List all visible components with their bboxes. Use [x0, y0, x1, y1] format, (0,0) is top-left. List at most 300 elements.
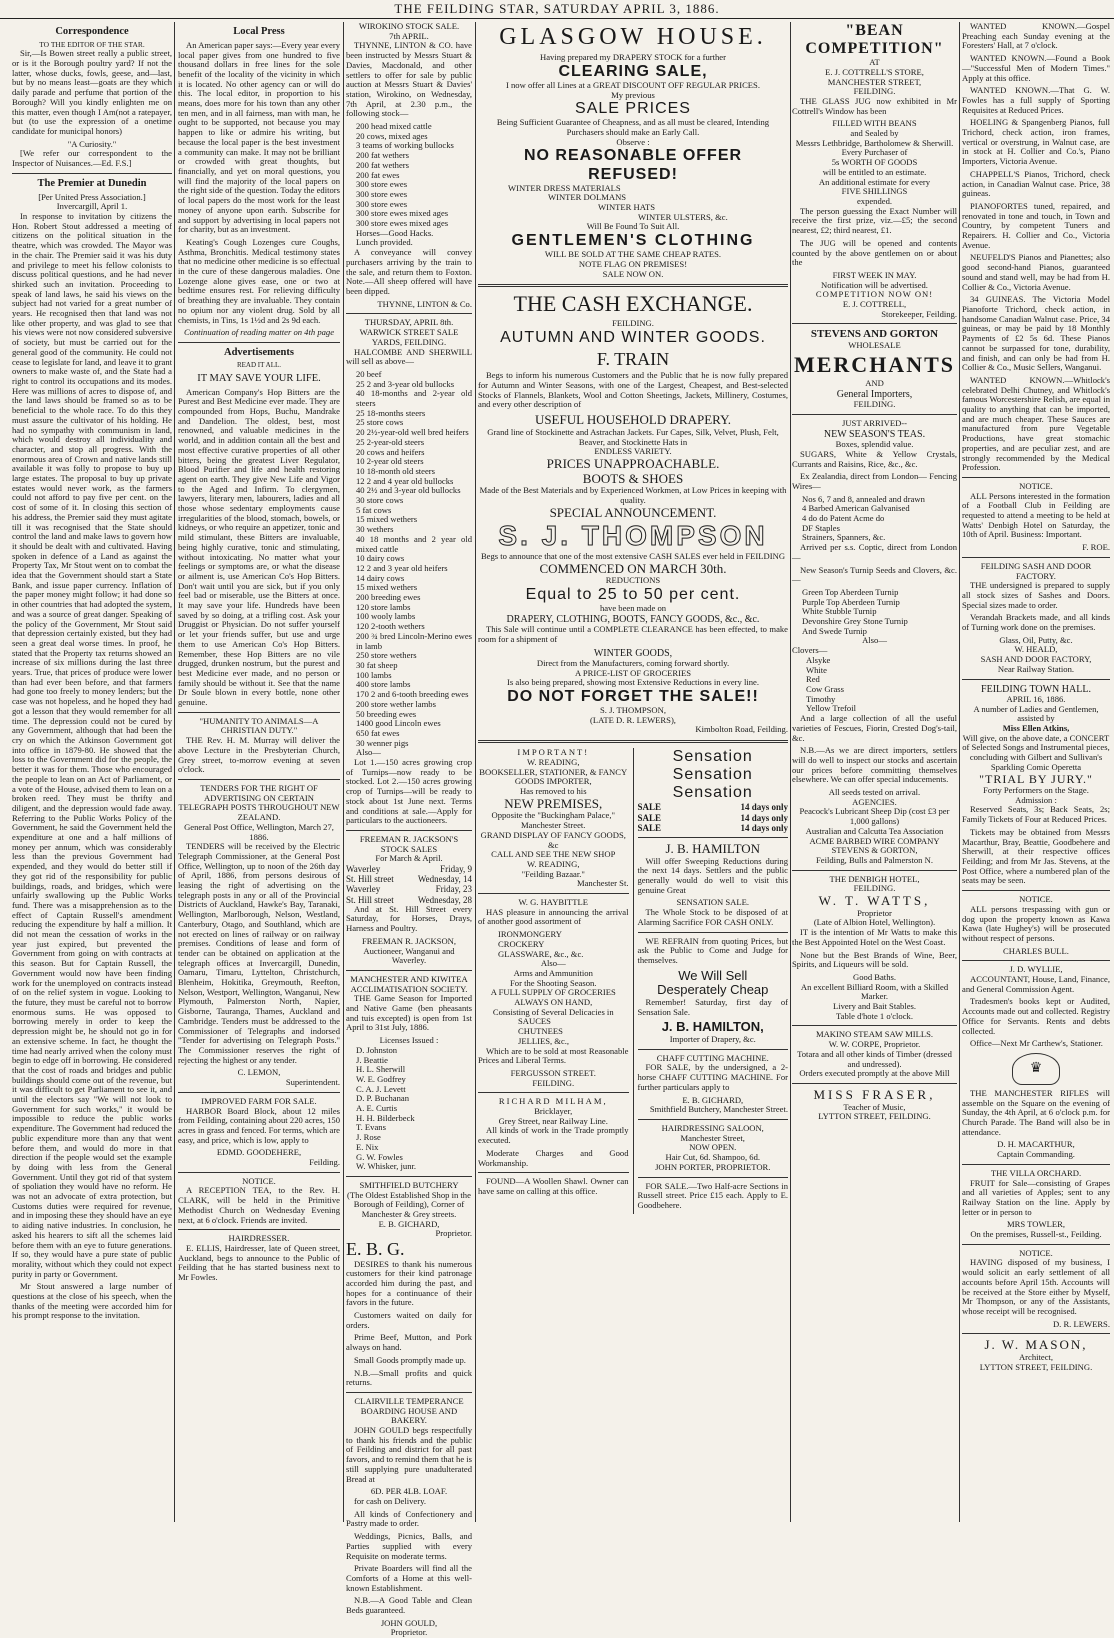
entitled: will be entitled to an estimate. [822, 166, 927, 177]
list-item: 200 head mixed cattle [356, 121, 432, 132]
clearing-sale: CLEARING SALE, [558, 62, 708, 80]
towler-address: On the premises, Russell-st., Feilding. [970, 1229, 1102, 1240]
notification: Notification will be advertised. [821, 279, 928, 290]
boots-shoes: BOOTS & SHOES [582, 470, 684, 486]
boarders-line: Private Boarders will find all the Comforts of a Home at this well-known Establishment. [346, 1563, 472, 1593]
list-item: 12 2 and 3 year old heifers [356, 562, 448, 573]
wirokino-close: A conveyance will convey purchasers arriving by the train to the sale, and return them to Foxton. Note.—All sheep offered will have been dipped. [346, 247, 472, 296]
fergusson-street: FERGUSSON STREET. [510, 1067, 596, 1078]
brands: None but the Best Brands of Wine, Beer, Spirits, and Liqueurs will be sold. [792, 949, 957, 970]
gould-signature: JOHN GOULD, [380, 1617, 438, 1628]
shooting-season: For the Shooting Season. [510, 977, 597, 988]
pianofortes-tuned: PIANOFORTES tuned, repaired, and renovated in tone and touch, in Town and Country, by competent Tuners and Repairers. H. Collier and Co., Victoria Avenue. [962, 200, 1110, 250]
winter-item: WINTER DOLMANS [548, 192, 627, 203]
local-press-heading: Local Press [233, 26, 285, 37]
cash-exchange-place: FEILDING. [612, 318, 654, 329]
towler-name: MRS TOWLER, [1007, 1219, 1065, 1230]
storekeeper: Storekeeper, Feilding. [881, 308, 957, 319]
notice-title: NOTICE. [1019, 480, 1053, 491]
chaff-body: FOR SALE, by the undersigned, a 2-horse CHAFF CUTTING MACHINE. For further particulars apply to [637, 1062, 788, 1092]
freeman-role: Auctioneer, Wanganui and Waverley. [363, 945, 455, 966]
continuation-note: Continuation of reading matter on 4th page [183, 327, 335, 338]
list-item: 200 fat wethers [356, 159, 409, 170]
humanity-ad: THE Rev. H. M. Murray will deliver the above Lecture in the Presbyterian Church, Grey street, to-morrow evening at seven o'clock. [178, 735, 340, 775]
glasgow-offer: I now offer all Lines at a GREAT DISCOUNT OFF REGULAR PRICES. [506, 79, 760, 90]
reading-haybittle-block [478, 748, 633, 1213]
corpe-proprietor: W. W. CORPE, Proprietor. [828, 1039, 921, 1050]
sealed-by: and Sealed by [850, 128, 899, 139]
list-item: 400 store lambs [356, 679, 411, 690]
list-item: 40 18 months and 2 year old mixed cattle [356, 533, 472, 554]
sj-thompson-title: S. J. THOMPSON [498, 520, 768, 552]
list-item: 200 fat wethers [356, 150, 409, 161]
porter-proprietor: JOHN PORTER, PROPRIETOR. [655, 1161, 771, 1172]
thompson-signature: S. J. THOMPSON, [600, 705, 666, 716]
sensation: Sensation [672, 784, 753, 802]
direct-manufacturers: Direct from the Manufacturers, coming forward shortly. [536, 657, 730, 668]
list-item: 100 wooly lambs [356, 611, 416, 622]
useful-drapery: USEFUL HOUSEHOLD DRAPERY. [534, 412, 732, 428]
desperately-cheap: Desperately Cheap [657, 982, 769, 998]
keating-ad: Keating's Cough Lozenges cure Coughs, Asthma, Bronchitis. Medical testimony states that no medicine other medicine is so effectual in the cure of these dangerous maladies. One Lozenge alone gives ease, one or two at bedtime ensures rest. For relieving difficulty of breathing they are invaluable. They contain no opium nor any violent drug. Sold by all chemists, in Tins, 1s 1½d and 2s 9d each. [178, 236, 340, 325]
list-item: 25 2 and 3-year old bullocks [356, 378, 455, 389]
refrain: WE REFRAIN from quoting Prices, but ask the Public to Come and Judge for themselves. [637, 935, 788, 965]
winter-item: WINTER DRESS MATERIALS [508, 182, 621, 193]
cottrell-place: FEILDING. [853, 86, 896, 97]
tenders-dateline: General Post Office, Wellington, March 27, 1886. [184, 821, 334, 842]
boxes: Boxes, splendid value. [835, 439, 914, 450]
winter-goods: WINTER GOODS, [593, 647, 673, 659]
column-rule [790, 22, 791, 1522]
list-item: 300 store ewes [356, 179, 408, 190]
messrs: Messrs Lethbridge, Bartholomew & Sherwill. [795, 137, 954, 148]
sensation: Sensation [672, 748, 753, 766]
town-hall-title: FEILDING TOWN HALL. [981, 683, 1091, 695]
sensation: Sensation [672, 766, 753, 784]
list-item: 20 2½-year-old well bred heifers [356, 427, 469, 438]
list-item: E. Nix [356, 1141, 379, 1152]
humanity-title: "HUMANITY TO ANIMALS—A CHRISTIAN DUTY." [199, 715, 319, 736]
chappell-pianos: CHAPPELL'S Pianos, Trichord, check action, in Canadian Walnut case. Price, 38 guineas. [962, 168, 1110, 199]
agency-acme: ACME BARBED WIRE COMPANY [809, 835, 940, 846]
fraser-name: MISS FRASER, [813, 1087, 936, 1102]
seed-item: Purple Top Aberdeen Turnip [802, 596, 900, 607]
sale-row: St. Hill street Wednesday, 28 [346, 894, 472, 905]
ebg-line: N.B.—Small profits and quick returns. [346, 1367, 472, 1388]
list-item: 250 store wethers [356, 650, 417, 661]
sections-for-sale: FOR SALE.—Two Half-acre Sections in Russell street. Price £15 each. Apply to E. Goodbehere. [637, 1180, 788, 1210]
gould-role: Proprietor. [390, 1627, 428, 1638]
list-item: 14 dairy cows [356, 572, 405, 583]
agency-sheep-dip: Peacock's Lubricant Sheep Dip (cost £3 per 1,000 gallons) [799, 806, 950, 827]
loaf-price: 6D. PER 4LB. LOAF. [370, 1486, 448, 1497]
freeman-subtitle: For March & April. [375, 853, 443, 864]
turnip-seeds: New Season's Turnip Seeds and Clovers, &c.— [792, 564, 957, 585]
gentlemens-clothing: GENTLEMEN'S CLOTHING [511, 232, 755, 250]
clover-item: Alsyke [806, 654, 831, 665]
list-item: 25 2-year-old steers [356, 436, 425, 447]
prices-unapproachable: PRICES UNAPPROACHABLE. [546, 455, 720, 471]
column-rule [959, 22, 960, 1522]
sauce-item: JELLIES, &c., [518, 1035, 570, 1046]
stockinette: Grand line of Stockinette and Astrachan Jackets. Fur Capes, Silk, Velvet, Plush, Felt, Beaver, and Stockinette Hats in [487, 426, 779, 447]
cottrell-address: MANCHESTER STREET, [827, 76, 922, 87]
watts-late: (Late of Albion Hotel, Wellington). [813, 917, 936, 928]
list-item: H. H. Bilderbeck [356, 1112, 415, 1123]
list-item: 30 wenner pigs [356, 737, 409, 748]
column-merchants [792, 22, 957, 1522]
clover-item: Red [806, 674, 820, 685]
additional: An additional estimate for every [818, 176, 931, 187]
opposite: Opposite the "Buckingham Palace," [491, 810, 615, 821]
glass-oil: Glass, Oil, Putty, &c. [999, 634, 1073, 645]
list-item: 20 cows and heifers [356, 446, 425, 457]
totara: Totara and all other kinds of Timber (dressed and undressed). [797, 1048, 952, 1069]
chaff-signature: E. B. GICHARD, [682, 1094, 744, 1105]
saloon-open: NOW OPEN. [689, 1142, 737, 1153]
hamilton-body: Will offer Sweeping Reductions during the next 14 days. Settlers and the public generally would do well to visit this genuine Great [637, 855, 788, 895]
column-rule [174, 22, 175, 1522]
list-item: 300 store ewes mixed ages [356, 208, 449, 219]
clover-item: Cow Grass [806, 684, 844, 694]
verandah: Verandah Brackets made, and all kinds of Turning work done on the premises. [962, 612, 1110, 633]
hamilton-name-2: J. B. HAMILTON, [661, 1019, 764, 1035]
table-dhote: Table d'hote 1 o'clock. [836, 1010, 913, 1021]
reading-name: W. READING, [527, 756, 580, 767]
wyllie-body: ACCOUNTANT, House, Land, Finance, and General Commission Agent. [962, 974, 1110, 994]
manchester-street: Manchester Street. [521, 820, 586, 831]
every-purchaser: Every Purchaser of [841, 147, 908, 158]
halcombe-stock-list [346, 370, 472, 758]
goodehere-place: Feilding. [309, 1157, 340, 1168]
cash-exchange-title: THE CASH EXCHANGE. [513, 291, 753, 317]
seed-item: White Stubble Turnip [802, 606, 877, 617]
list-item: W. Whisker, junr. [356, 1161, 417, 1172]
bazaar-street: Manchester St. [576, 878, 629, 889]
my-previous: My previous [611, 89, 655, 100]
premier-close: Mr Stout answered a large number of questions at the close of his speech, when the thanks of the meeting were accorded him for his prompt response to the invitation. [12, 1281, 172, 1321]
list-item: 10 18-month old steers [356, 465, 436, 476]
agency-tea: Australian and Calcutta Tea Association [805, 825, 944, 836]
mason-role: Architect, [1018, 1352, 1054, 1363]
letter-signoff: "A Curiosity." [67, 138, 117, 149]
fruit-sale: FRUIT for Sale—consisting of Grapes and all varieties of Apples; sent to any Railway Station on the line. Apply by letter or in person to [962, 1177, 1110, 1217]
general-importers: General Importers, [836, 389, 913, 401]
farm-ad: HARBOR Board Block, about 12 miles from Feilding, containing about 220 acres, 150 acres in grass and fenced. For terms, which are easy, and price, which is low, apply to [178, 1105, 340, 1145]
sugars: SUGARS, White & Yellow Crystals, Currants and Raisins, Rice, &c., &c. [792, 448, 957, 469]
heald-role: SASH AND DOOR FACTORY, [980, 654, 1092, 665]
warwick-title: WARWICK STREET SALE YARDS, FEILDING. [359, 327, 459, 347]
wirokino-title: WIROKINO STOCK SALE. [358, 21, 460, 31]
letter-body: Sir,—Is Bowen street really a public street, or is it the Borough poultry yard? If not the latter, whose ducks, fowls, geese, and—last, but by no means least—goats are they which daily parade and perfume that portion of the Borough? Will you kindly enlighten me on this matter, even though I Am(not a ratepayer, but (to use the expression of a onetime candidate for municipal honors) [12, 48, 172, 136]
whole-stock: The Whole Stock to be disposed of at Alarming Sacrifice FOR CASH ONLY. [637, 907, 788, 927]
reading-removed: Has removed to his [519, 786, 587, 796]
clover-item: White [806, 664, 827, 675]
local-press-body: An American paper says:—Every year every local paper gives from one hundred to five thousand dollars in free lines for the sole benefit of the locality of the vicinity in which it is located. No other agency can or will do this. The local editor, in proportion to his means, does more for his town than any other ten men, and in all fairness, man with man, he ought to be supported, not because you may happen to like or admire his writing, but because the local paper is the best investment a community can make. It may not be brilliant or crowded with great thoughts, but financially, and yet on moral questions, you will find the majority of the local papers on the right side of the question. Today the editors of local papers do the most work for the least money of anyone upon earth. Subscribe for and support by advertising in local papers not for charity, but as an investment. [178, 39, 340, 235]
list-item: 5 fat cows [356, 504, 392, 515]
autumn-winter-goods: AUTUMN AND WINTER GOODS. [500, 328, 766, 346]
list-item: 650 fat ewes [356, 727, 400, 738]
thompson-address: Kimbolton Road, Feilding. [695, 724, 788, 735]
glasgow-intro: Having prepared my DRAPERY STOCK for a further [540, 52, 726, 63]
chaff-address: Smithfield Butchery, Manchester Street. [649, 1104, 788, 1115]
weddings-line: Weddings, Picnics, Balls, and Parties supplied with every Requisite on moderate terms. [346, 1531, 472, 1561]
new-premises: NEW PREMISES, [504, 795, 603, 811]
and: AND [865, 378, 884, 389]
freeman-signature: FREEMAN R. JACKSON, [361, 935, 457, 946]
found-shawl: FOUND—A Woollen Shawl. Owner can have same on calling at this office. [478, 1176, 629, 1196]
ebg-body: DESIRES to thank his numerous customers for their kind patronage accorded him during the past, and hopes for a continuance of their favors in the future. [346, 1258, 472, 1308]
watts-role: Proprietor [857, 907, 892, 918]
winter-item: WINTER HATS [598, 202, 656, 213]
list-item: 25 store cows [356, 417, 404, 428]
seat-prices: Reserved Seats, 3s; Back Seats, 2s; Family Tickets of Four at Reduced Prices. [962, 804, 1110, 825]
winter-item: WINTER ULSTERS, &c. [638, 211, 728, 222]
list-item: 3 teams of working bullocks [356, 140, 454, 151]
fraser-address: LYTTON STREET, FEILDING. [818, 1111, 931, 1122]
list-item: C. A. J. Levett [356, 1083, 406, 1094]
sale-row: St. Hill street Wednesday, 14 [346, 874, 472, 885]
commenced: COMMENCED ON MARCH 30th. [539, 560, 727, 576]
lemon-title: Superintendent. [285, 1077, 340, 1088]
roe-signature: F. ROE. [1082, 542, 1110, 553]
watts-body: IT is the intention of Mr Watts to make this the Best Appointed Hotel on the West Coast. [792, 927, 957, 947]
list-item: 15 mixed wethers [356, 514, 418, 525]
list-item: 15 mixed wethers [356, 582, 418, 593]
saloon-prices: Hair Cut, 6d. Shampoo, 6d. [665, 1152, 761, 1163]
list-item: 30 fat sheep [356, 660, 398, 670]
wanted-known-gospel: WANTED KNOWN.—Gospel Preaching each Sunday evening at the Foresters' Hall, at 7 o'clock. [962, 21, 1110, 51]
wholesale: WHOLESALE [848, 339, 901, 350]
bull-signature: CHARLES BULL. [1003, 945, 1069, 956]
mason-name: J. W. MASON, [984, 1337, 1088, 1353]
list-item: 200 store wether lambs [356, 698, 436, 709]
arms-ammunition: Arms and Ammunition [513, 967, 593, 978]
feilding-bazaar: "Feilding Bazaar." [521, 868, 585, 879]
lewers-signature: D. R. LEWERS. [1052, 1318, 1110, 1329]
list-item: 40 18-months and 2-year old steers [356, 388, 472, 409]
football-notice: ALL Persons interested in the formation of a Football Club in Feilding are requested to attend a meeting to be held at Watts' Denbigh Hotel on Saturday, the 10th of April. Business: Important. [962, 490, 1110, 540]
new-season-teas: NEW SEASON'S TEAS. [823, 428, 926, 440]
sauce-item: CHUTNEES [518, 1026, 563, 1037]
whitlock-chutney: WANTED KNOWN.—Whitlock's celebrated Delhi Chutney, and Whitlock's famous Worcestershire Relish, are equal in quality to anything that can be imported, and are much cheaper. These Sauces are manufactured from pure Vegetable Productions, have great stomachic properties, and are peculiar zest, and are strongly recommended by the Medical Profession. [962, 374, 1110, 473]
tenders-body: TENDERS will be received by the Electric Telegraph Commissioner, at the General Post Office, Wellington, up to noon of the 26th day of April, 1886, from persons desirous of leasing the right of advertising on the telegraph posts in any or all of the Provincial Districts of Auckland, Hawke's Bay, Taranaki, Wellington, Marlborough, Nelson, Westland, Canterbury, Otago, and Southland, which are not erected on lines of railway or on railway premises. Conditions of lease and form of tender can be obtained on application at the telegraph offices at Invercargill, Dunedin, Oamaru, Timaru, Lyttelton, Christchurch, Blenheim, Hokitika, Greymouth, Reefton, Nelson, Westport, Wellington, Wanganui, New Plymouth, Palmerston North, Napier, Gisborne, Tauranga, Thames, Auckland and Cambridge. Tenders must be addressed to the Commissioner of Telegraphs and indorsed "Tender for advertising on Telegraph Posts." The Commissioner reserves the right of rejecting the highest or any tender. [178, 841, 340, 1065]
acclimatisation-body: THE Game Season for Imported and Native Game (ben pheasants and tuis excepted) is open from 1st April to 31st July, 1886. [346, 993, 472, 1033]
just-arrived: JUST ARRIVED-- [841, 418, 907, 429]
list-item: 20 cows, mixed ages [356, 130, 428, 141]
heald-address: Near Railway Station. [997, 663, 1075, 674]
reading-trade: BOOKSELLER, STATIONER, & FANCY GOODS IMPORTER, [479, 766, 628, 787]
gould-body: JOHN GOULD begs respectfully to thank his friends and the public of Feilding and district for all past favors, and to remind them that he is still supplying pure unadulterated Bread at [346, 1425, 473, 1484]
hoeling-pianos: HOELING & Spangenberg Pianos, full Trichord, check action, iron frames, vertical or overstrung, in Walnut case, are in stock at H. Collier and Co.'s, Piano Importers, Victoria Avenue. [962, 117, 1110, 167]
acclimatisation-title: MANCHESTER AND KIWITEA ACCLIMATISATION SOCIETY. [350, 973, 468, 994]
saloon-title: HAIRDRESSING SALOON, [661, 1123, 764, 1133]
list-item: 50 breeding ewes [356, 708, 417, 719]
same-rates: WILL BE SOLD AT THE SAME CHEAP RATES. [544, 249, 722, 260]
observe: Observe : [616, 136, 650, 147]
list-item: J. Rose [356, 1132, 381, 1143]
boots-body: Made of the Best Materials and by Experienced Workmen, at Low Prices in keeping with quality. [479, 485, 787, 505]
heald-name: W. HEALD, [1014, 644, 1058, 655]
five-worth: 5s WORTH OF GOODS [831, 157, 918, 168]
reception-tea-notice: A RECEPTION TEA, to the Rev. H. CLARK, will be held in the Primitive Methodist Church on Wednesday Evening next, at 6 o'clock. Friends are invited. [178, 1185, 340, 1225]
billiard: An excellent Billiard Room, with a Skilled Marker. [800, 981, 949, 1002]
ironmongery-item: GLASSWARE, &c., &c. [498, 948, 584, 959]
also: Also— [540, 958, 566, 969]
forty-performers: Forty Performers on the Stage. [983, 785, 1089, 796]
reductions: REDUCTIONS [605, 575, 661, 586]
farm-title: IMPROVED FARM FOR SALE. [201, 1095, 317, 1106]
sash-factory-title: FEILDING SASH AND DOOR FACTORY. [980, 560, 1092, 581]
thompson-late: (LATE D. R. LEWERS), [590, 714, 676, 725]
list-item: G. W. Fowles [356, 1151, 403, 1162]
train-body: Begs to inform his numerous Customers and the Public that he is now fully prepared for Autumn and Winter Seasons, with one of the Largest, Cheapest, and Best-selected Stocks of Flannels, Blankets, Wool and Cotton Sheetings, Jackets, Millinery, Costumes, and every other description of [478, 370, 788, 410]
thompson-body: Begs to announce that one of the most extensive CASH SALES ever held in FEILDING [480, 551, 786, 562]
no-offer-refused: NO REASONABLE OFFER REFUSED! [523, 147, 743, 183]
livery: Livery and Bait Stables. [832, 1001, 917, 1012]
tickets-info: Tickets may be obtained from Messrs Macarthur, Bray, Beattie, Goodbehere and Sherwill, at their respective offices Feilding; and from Mr Jas. Stevens, at the Post Office, where a numbered plan of the seats may be seen. [962, 826, 1110, 886]
list-item: 200 breeding ewes [356, 592, 421, 603]
sale-row: Waverley Friday, 23 [346, 884, 472, 895]
seed-item: Green Top Aberdeen Turnip [802, 586, 899, 597]
sale-row: SALE 14 days only [637, 822, 788, 833]
ebg-line: Small Goods promptly made up. [354, 1354, 466, 1365]
correspondence-heading: Correspondence [55, 26, 129, 37]
neufeld-pianos: NEUFELD'S Pianos and Pianettes; also good second-hand Pianos, guaranteed sound and stand well, may be had from H. Collier & Co., Victoria Avenue. [962, 252, 1110, 292]
list-item: 170 2 and 6-tooth breeding ewes [356, 689, 469, 700]
milham-address: Grey Street, near Railway Line. [498, 1115, 608, 1126]
wirokino-body: THYNNE, LINTON & CO. have been instructed by Messrs Stuart & Davies, Macdonald, and other settlers to offer for sale by public auction at Messrs Stuart & Davies' station, Wirokino, on Wednesday, 7th April, at 2.30 p.m., the following stock— [346, 40, 472, 119]
sale-row: SALE 14 days only [637, 802, 788, 813]
read-it: READ IT ALL. [236, 360, 281, 369]
wirokino-stock-list [346, 122, 472, 248]
sale-row: SALE 14 days only [637, 812, 788, 823]
milham-role: Bricklayer, [534, 1106, 573, 1117]
note-flag: NOTE FLAG ON PREMISES! [578, 258, 688, 269]
thynne-signature: THYNNE, LINTON & Co. [377, 298, 472, 309]
cottrell-signature: E. J. COTTRELL, [842, 299, 907, 310]
remember: Remember! Saturday, first day of Sensation Sale. [637, 996, 788, 1017]
column-correspondence [12, 22, 172, 1522]
concert-intro: A number of Ladies and Gentlemen, assisted by [973, 703, 1099, 724]
we-will-sell: We Will Sell [678, 967, 748, 983]
column-stock-sales [346, 21, 473, 1638]
masthead: THE FEILDING STAR, SATURDAY APRIL 3, 1886. [0, 0, 1114, 19]
addressee: TO THE EDITOR OF THE STAR. [39, 39, 145, 49]
do-not-forget: DO NOT FORGET THE SALE!! [507, 688, 759, 705]
list-item: W. E. Godfrey [356, 1073, 406, 1084]
haybittle-body: HAS pleasure in announcing the arrival of another good assortment of [478, 906, 629, 927]
lewers-notice: HAVING disposed of my business, I would solicit an early settlement of all accounts before April 15th. Accounts will be received at the Store either by Myself, Mr Thompson, or any of the Assistants, whose receipt will be recognised. [962, 1257, 1110, 1316]
wyllie-office: Office—Next Mr Carthew's, Stationer. [970, 1038, 1103, 1049]
denbigh-hotel: THE DENBIGH HOTEL, [829, 873, 920, 884]
hamilton-name: J. B. HAMILTON [665, 840, 761, 856]
seed-item: And Swede Turnip [802, 625, 867, 636]
macarthur-name: D. H. MACARTHUR, [997, 1139, 1075, 1150]
made-on: have been made on [599, 603, 667, 614]
wire-item: Strainers, Spanners, &c. [802, 532, 886, 543]
list-item: Lunch provided. [356, 237, 413, 248]
prizes: The person guessing the Exact Number will receive the first prize, viz.—£5; the second nearest, £2; third nearest, £1. [792, 205, 957, 236]
freeman-title: FREEMAN R. JACKSON'S STOCK SALES [359, 833, 459, 854]
wirokino-date: 7th APRIL. [389, 30, 429, 41]
villa-orchard: THE VILLA ORCHARD. [990, 1167, 1082, 1178]
milham-charges: Moderate Charges and Good Workmanship. [478, 1147, 629, 1168]
five-shillings: FIVE SHILLINGS [841, 186, 908, 197]
denbigh-place: FEILDING. [853, 883, 896, 894]
drapery-line: DRAPERY, CLOTHING, BOOTS, FANCY GOODS, &c., &c. [506, 613, 760, 625]
list-item: J. Beattie [356, 1054, 388, 1065]
groceries-title: A PRICE-LIST OF GROCERIES [574, 667, 692, 678]
groceries-body: Is also being prepared, showing most Extensive Reductions in every line. [506, 677, 760, 688]
notice-title: NOTICE. [1019, 894, 1053, 905]
column-rule [343, 22, 344, 1522]
victoria-model: 34 GUINEAS. The Victoria Model Pianoforte Trichord, check action, in handsome Canadian Walnut case. Price, 34 guineas, or may be paid by 18 Monthly Payments of £2 5s 6d. These Pianos cannot be surpassed for tone, durability, and finish, and can only be had from H. Collier & Co., Music Sellers, Wanganui. [962, 294, 1110, 373]
confectionery-line: All kinds of Confectionery and Pastry made to order. [346, 1508, 472, 1529]
fraser-role: Teacher of Music, [843, 1101, 906, 1112]
list-item: 300 store ewes [356, 198, 408, 209]
guarantee: Being Sufficient Guarantee of Cheapness, and as all must be cleared, Intending Purchasers should make an Early Call. [496, 117, 770, 138]
equal-percent: Equal to 25 to 50 per cent. [525, 586, 741, 604]
seed-item: Devonshire Grey Stone Turnip [802, 616, 908, 627]
smithfield-title: SMITHFIELD BUTCHERY [359, 1179, 459, 1190]
list-item: 10 2-year old steers [356, 456, 424, 467]
clovers-heading: Clovers— [792, 645, 828, 656]
good-baths: Good Baths. [853, 971, 896, 982]
lemon-signature: C. LEMON, [237, 1067, 281, 1078]
stevens-places: Feilding, Bulls and Palmerston N. [816, 854, 933, 865]
reading-name-2: W. READING, [527, 858, 580, 869]
premier-body: In response to invitation by citizens the Hon. Robert Stout addressed a meeting of citizens on the political situation in the theatre, which was crowded. The Mayor was in the chair. The Premier said it was his duty and privilege to meet his fellow colonists to discuss political questions, and he had never shirked such an invitation. Proceeding to speak of land laws, he said his views on the subject had not varied for a great number of years. He recognised then that land was not like other property, and was glad to see that his views were not now considered subversive of society, but must be carried out for the general good of the community. He could not cease to legislate for land, and leave it to grant owners to make waste of, and the State had a right to control its occupations and its modes. Here was millions of acres to dispose of, and the land laws should be framed so as to be beneficial to the whole race. To do this they must assure the cultivator of his holding. He had no sympathy with communism in land, which would destroy all individuality and character, and stop all progress. With the enormous area of Crown and native lands still available it was folly to propose to buy up large estates. The proposal to buy up private estates would never work, as the farmers could not afford to pay five per cent. on the cost of some of it. In closing this section of his address, the Premier said they must agitate till it was recognised that the State should control the land and make laws to govern how it should be dealt with and cultivated. Having spoken in defence of a Land as against the Property Tax, Mr Stout went on to combat the idea that the Government should start a State Bank, and issue paper currency. Inflation of the paper money might follow; it had done so in other countries that had adopted the system, and was a source of great danger. Speaking of the policy of the Government, Mr Stout said that depression certainly existed, but they had seen a great deal worse times. In proof, he stated that the Property tax returns showed an increase of six millions during the last three years. True, that prices of produce were lower than had ever been before, and that farmers had gone too freely to money lenders; but the case was not hopeless, and he hoped they had got a lesson that they would remember for all time. The depression could not be cured by any Government, although that had been the cry on which the Atkinson Government got into office in 1879-80. He showed that the loss to the Government did for the people, the better it was for them. Those who encouraged the people to lean on an Act of Parliament, or a vote of the House, advised them to lean on a broken reed. They must be thrifty and diligent, and the depression would fade away. Referring to the Public Works Policy of the Government, he said the Government held the expenditure at one and a half millions of money per annum, which was considerably less than the previous Government had expended, and they would do better still if they got rid of the responsibility for public buildings, roads, and bridges, which were unfairly swallowing up the Public Works fund. There was a misapprehension as to the effect of Captain Russell's amendment reducing the expenditure by half a million. It did not mean the cessation of works in the year just expired, but prevented the Government from going on with contracts at this season. But for Captain Russell, the Government would now have been finding work for the unemployed on contracts instead of on the relief system in vogue. Looking to the future, they must be careful not to borrow enormous sums. He was opposed to borrowing merely in order to keep the depression might be, he should not go in for an extensive scheme. In fact, he thought the time had nearly arrived when the colony must begin to edge off in borrowing. He considered that the cost of roads and bridges and public buildings should come out of the revenue, but it was difficult to get Parliament to see it, and until the electors say "We will not look to Government for such works," it would be impossible to reduce the public works expenditure. The Government had reduced the public expenditure more than any that went before them, and would do more in that direction if the people would set the example by doing with less from the General Government. Until they got rid of that system of spoliation they would have no reform. He was not an advocate of extra protection, but Customs duties were required for revenue, and in imposing these they should have an eye to aiding native industries. In conclusion, he asked his hearers to sift all the schemes laid before them with an eye to future generations. If so, they would have a pure state of public morality, without which they could not expect purity in party or Government. [12, 211, 172, 1279]
competition-now-on: COMPETITION NOW ON! [815, 289, 934, 300]
gichard-role: Proprietor. [435, 1228, 472, 1239]
ebg-line: Customers waited on daily for orders. [346, 1310, 472, 1330]
list-item: 120 store lambs [356, 601, 411, 612]
importers-place: FEILDING. [853, 399, 896, 410]
licenses-list [346, 1046, 472, 1172]
list-item: 300 store ewes [356, 188, 408, 199]
haybittle-name: W. G. HAYBITTLE [518, 897, 589, 908]
list-item: 12 2 and 4 year old bullocks [356, 475, 454, 486]
groceries-supply: A FULL SUPPLY OF GROCERIES ALWAYS ON HAND, [490, 987, 616, 1008]
glass-jug: THE GLASS JUG now exhibited in Mr Cottrell's Window has been [792, 95, 957, 116]
jug-opened: The JUG will be opened and contents counted by the above gentlemen on or about the [792, 237, 957, 268]
premier-source: [Per United Press Association.] [38, 191, 146, 202]
rifles-notice: THE MANCHESTER RIFLES will assemble on the Square on the evening of Sunday, the 4th April, at 6 o'clock p.m. for Church Parade. The Band will also be in attendance. [962, 1087, 1110, 1137]
ebg-line: Prime Beef, Mutton, and Pork always on hand. [346, 1332, 472, 1353]
filled-beans: FILLED WITH BEANS [832, 118, 917, 129]
found-to-suit: Will Be Found To Suit All. [586, 221, 680, 232]
agencies: AGENCIES. [852, 796, 897, 807]
ironmongery-item: IRONMONGERY [498, 929, 562, 940]
wire-item: 4 Barbed American Galvanised [802, 503, 910, 514]
milham-name: RICHARD MILHAM, [498, 1096, 608, 1107]
column-notices [962, 22, 1110, 1522]
zealandia: Ex Zealandia, direct from London— Fencing Wires— [792, 471, 957, 491]
trespass-notice: ALL persons trespassing with gun or dog upon the property known as Kawa Kawa (late Hughey's) will be prosecuted without respect of persons. [962, 903, 1110, 943]
list-item: 25 18-months steers [356, 407, 426, 418]
makino-mills: MAKINO STEAM SAW MILLS. [815, 1029, 934, 1040]
town-hall-date: APRIL 16, 1886. [1006, 693, 1066, 704]
list-item: 30 store cows [356, 495, 404, 506]
ebg-initials: E. B. G. [346, 1239, 405, 1260]
advertisements-heading: Advertisements [224, 346, 294, 358]
wyllie-name: J. D. WYLLIE, [1009, 964, 1063, 975]
trial-by-jury: "TRIAL BY JURY." [979, 771, 1093, 786]
sales-note: And at St. Hill Street every Saturday, for Horses, Drays, Harness and Poultry. [346, 903, 472, 934]
tenders-title: TENDERS FOR THE RIGHT OF ADVERTISING ON CERTAIN TELEGRAPH POSTS THROUGHOUT NEW ZEALAND. [178, 783, 340, 823]
hamilton-block [633, 748, 789, 1213]
